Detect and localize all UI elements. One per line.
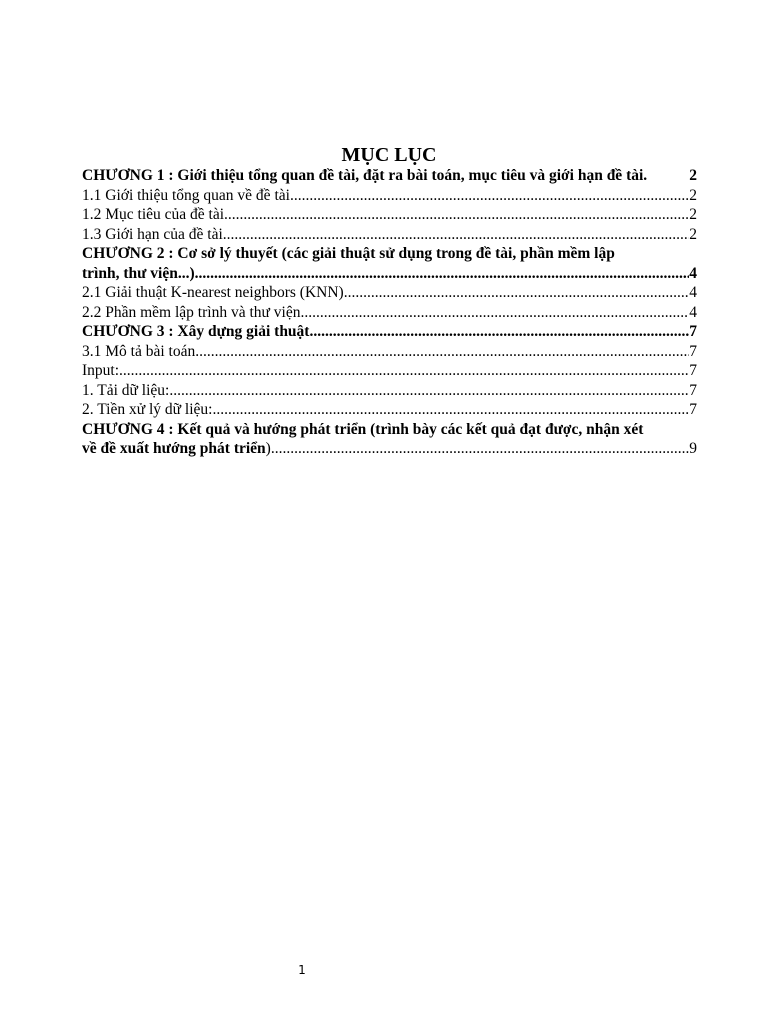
toc-entry-page: 7 [689,323,697,340]
toc-entry-text: 1.2 Mục tiêu của đề tài [82,206,225,223]
toc-entry-page: 2 [689,225,697,243]
toc-entry-text: 1.1 Giới thiệu tổng quan về đề tài [82,186,290,204]
toc-entry-chapter-4[interactable] [82,420,697,459]
toc-entry-chapter-3[interactable] [82,322,697,342]
toc-entry-2-2[interactable] [82,303,697,323]
toc-entry-chapter-2[interactable] [82,244,697,283]
toc-entry-page: 7 [689,342,697,360]
toc-entry-text: CHƯƠNG 3 : Xây dựng giải thuật [82,323,310,340]
toc-entry-text: 2. Tiền xử lý dữ liệu: [82,401,213,418]
toc-title: MỤC LỤC [341,144,437,166]
toc-entry-2-1[interactable] [82,283,697,303]
toc-entry-chapter-1[interactable] [82,166,697,186]
toc-entry-text: 1. Tải dữ liệu: [82,381,170,399]
toc-entry-page: 2 [689,167,697,184]
toc-entry-1-3[interactable] [82,225,697,245]
toc-entry-3-1[interactable] [82,342,697,362]
toc-entry-input[interactable] [82,361,697,381]
toc-entry-text: 1.3 Giới hạn của đề tài [82,225,223,243]
toc-entry-page: 4 [689,303,697,321]
toc-entry-text: 2.2 Phần mềm lập trình và thư viện [82,303,301,321]
toc-entry-load-data[interactable] [82,381,697,401]
toc-entry-page: 4 [689,284,697,301]
toc-entry-text: Input: [82,362,120,379]
toc-entry-text: CHƯƠNG 1 : Giới thiệu tổng quan đề tài, đặt ra bài toán, mục tiêu và giới hạn đề tài. [82,167,648,184]
toc-entry-preprocess-data[interactable] [82,400,697,420]
toc-entry-1-1[interactable] [82,186,697,206]
toc-entry-page: 7 [689,401,697,418]
table-of-contents [82,166,697,459]
toc-entry-page: 7 [689,362,697,379]
toc-entry-page: 9 [689,440,697,457]
toc-entry-page: 2 [689,206,697,223]
toc-entry-text-line1: CHƯƠNG 2 : Cơ sở lý thuyết (các giải thuật sử dụng trong đề tài, phần mềm lập [82,245,615,262]
page-number: 1 [298,963,306,977]
toc-entry-text-tail: ) [265,440,271,457]
toc-entry-page: 7 [689,381,697,399]
toc-entry-page: 4 [689,264,697,282]
toc-entry-page: 2 [689,186,697,204]
toc-entry-text-line1: CHƯƠNG 4 : Kết quả và hướng phát triển (trình bày các kết quả đạt được, nhận xét [82,420,644,438]
toc-entry-1-2[interactable] [82,205,697,225]
toc-entry-text: 3.1 Mô tả bài toán [82,342,196,360]
toc-entry-text: 2.1 Giải thuật K-nearest neighbors (KNN) [82,284,344,301]
toc-entry-text-line2: trình, thư viện...) [82,264,195,282]
toc-entry-text-line2: về đề xuất hướng phát triển [82,440,266,457]
